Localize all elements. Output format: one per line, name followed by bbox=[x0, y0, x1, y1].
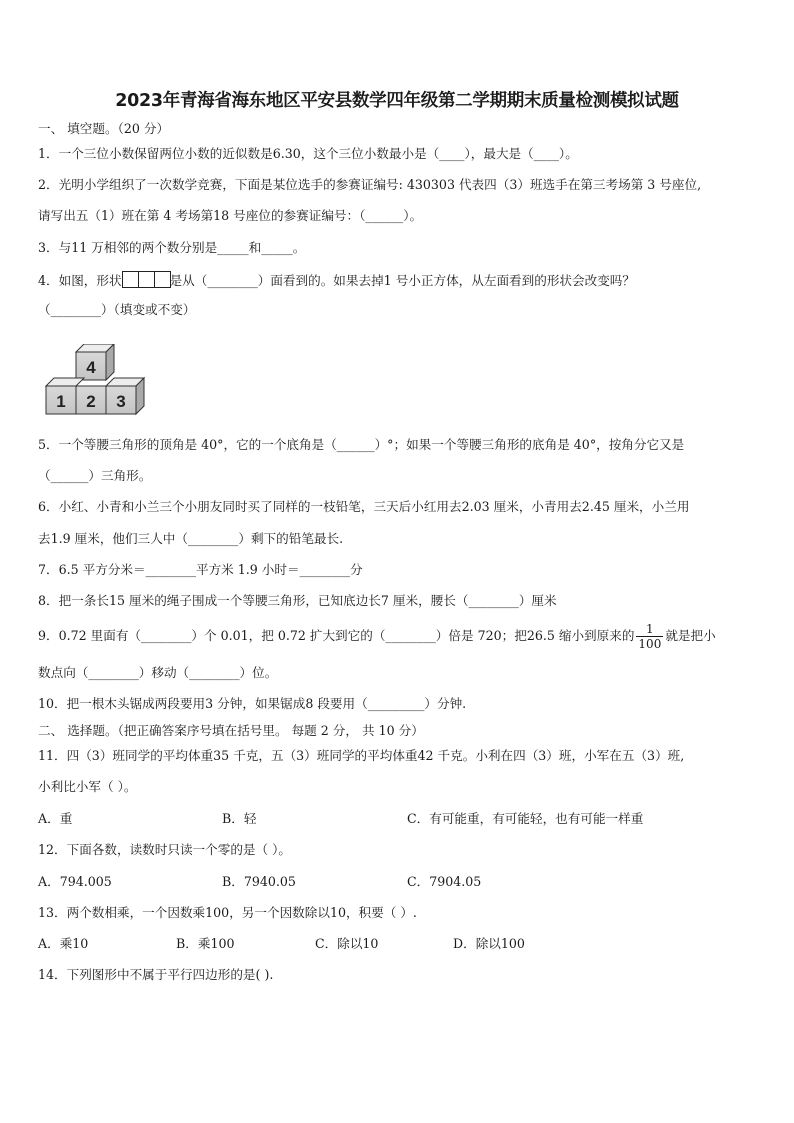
question-11-option-b: B．轻 bbox=[222, 811, 257, 826]
question-7: 7．6.5 平方分米＝________平方米 1.9 小时＝________分 bbox=[38, 562, 363, 577]
question-9-line-1 bbox=[38, 622, 716, 651]
question-12-option-b: B．7940.05 bbox=[222, 874, 296, 889]
question-4-line-2: （________）（填变或不变） bbox=[38, 302, 196, 317]
question-9-text-b: 就是把小 bbox=[665, 628, 716, 643]
question-14: 14．下列图形中不属于平行四边形的是( ). bbox=[38, 967, 274, 982]
question-11-option-a: A．重 bbox=[38, 811, 73, 826]
question-11-option-c: C．有可能重，有可能轻，也有可能一样重 bbox=[407, 811, 644, 826]
cube-label-2: 2 bbox=[86, 392, 96, 411]
question-5-line-2: （______）三角形。 bbox=[38, 468, 152, 483]
question-13-option-d: D．除以100 bbox=[453, 936, 525, 951]
question-6-line-1: 6．小红、小青和小兰三个小朋友同时买了同样的一枝铅笔，三天后小红用去2.03 厘米，小青用去2.45 厘米，小兰用 bbox=[38, 499, 690, 514]
question-4-text-a: 4．如图，形状 bbox=[38, 273, 122, 288]
question-13-option-a: A．乘10 bbox=[38, 936, 89, 951]
question-13: 13．两个数相乘，一个因数乘100，另一个因数除以10，积要（ ）. bbox=[38, 905, 417, 920]
question-11-line-2: 小利比小军（ ）。 bbox=[38, 779, 137, 794]
question-2-line-2: 请写出五（1）班在第 4 考场第18 号座位的参赛证编号：（______）。 bbox=[38, 208, 423, 223]
question-9-line-2: 数点向（________）移动（________）位。 bbox=[38, 665, 278, 680]
question-8: 8．把一条长15 厘米的绳子围成一个等腰三角形，已知底边长7 厘米，腰长（________）厘米 bbox=[38, 593, 557, 608]
cube-label-3: 3 bbox=[116, 392, 126, 411]
cube-label-4: 4 bbox=[86, 358, 96, 377]
shape-view-figure bbox=[122, 273, 170, 288]
question-11-line-1: 11．四（3）班同学的平均体重35 千克，五（3）班同学的平均体重42 千克。小利在四（3）班，小军在五（3）班, bbox=[38, 748, 685, 763]
question-2-line-1: 2．光明小学组织了一次数学竞赛，下面是某位选手的参赛证编号: 430303 代表四（3）班选手在第三考场第 3 号座位, bbox=[38, 177, 702, 192]
question-13-option-c: C．除以10 bbox=[315, 936, 379, 951]
cube-label-1: 1 bbox=[56, 392, 66, 411]
section-fill-blank-heading: 一、 填空题。（20 分） bbox=[38, 121, 170, 136]
cube-1 bbox=[46, 386, 76, 414]
fraction-one-hundredth bbox=[636, 622, 663, 651]
question-4-line-1 bbox=[38, 271, 635, 289]
section-multiple-choice-heading: 二、 选择题。（把正确答案序号填在括号里。 每题 2 分， 共 10 分） bbox=[38, 723, 424, 738]
question-10: 10．把一根木头锯成两段要用3 分钟，如果锯成8 段要用（_________）分钟. bbox=[38, 696, 467, 711]
cube-3 bbox=[106, 386, 136, 414]
question-3: 3．与11 万相邻的两个数分别是_____和_____。 bbox=[38, 240, 306, 255]
question-9-text-a: 9．0.72 里面有（________）个 0.01，把 0.72 扩大到它的（________）倍是 720；把26.5 缩小到原来的 bbox=[38, 628, 635, 643]
page-title: 2023年青海省海东地区平安县数学四年级第二学期期末质量检测模拟试题 bbox=[115, 91, 679, 111]
question-5-line-1: 5．一个等腰三角形的顶角是 40°，它的一个底角是（______）°；如果一个等腰三角形的底角是 40°，按角分它又是 bbox=[38, 437, 685, 452]
cube-stack-figure bbox=[45, 344, 145, 416]
question-12-option-c: C．7904.05 bbox=[407, 874, 482, 889]
question-12: 12．下面各数，读数时只读一个零的是（ ）。 bbox=[38, 842, 292, 857]
question-6-line-2: 去1.9 厘米，他们三人中（________）剩下的铅笔最长. bbox=[38, 531, 344, 546]
question-4-text-b: 是从（________）面看到的。如果去掉1 号小正方体，从左面看到的形状会改变吗？ bbox=[169, 273, 635, 288]
fraction-numerator: 1 bbox=[636, 622, 663, 637]
cube-4 bbox=[76, 344, 114, 380]
question-12-option-a: A．794.005 bbox=[38, 874, 112, 889]
question-1: 1．一个三位小数保留两位小数的近似数是6.30，这个三位小数最小是（____），最大是（____）。 bbox=[38, 146, 578, 161]
question-13-option-b: B．乘100 bbox=[176, 936, 235, 951]
cube-2 bbox=[76, 386, 106, 414]
fraction-denominator: 100 bbox=[638, 637, 662, 651]
